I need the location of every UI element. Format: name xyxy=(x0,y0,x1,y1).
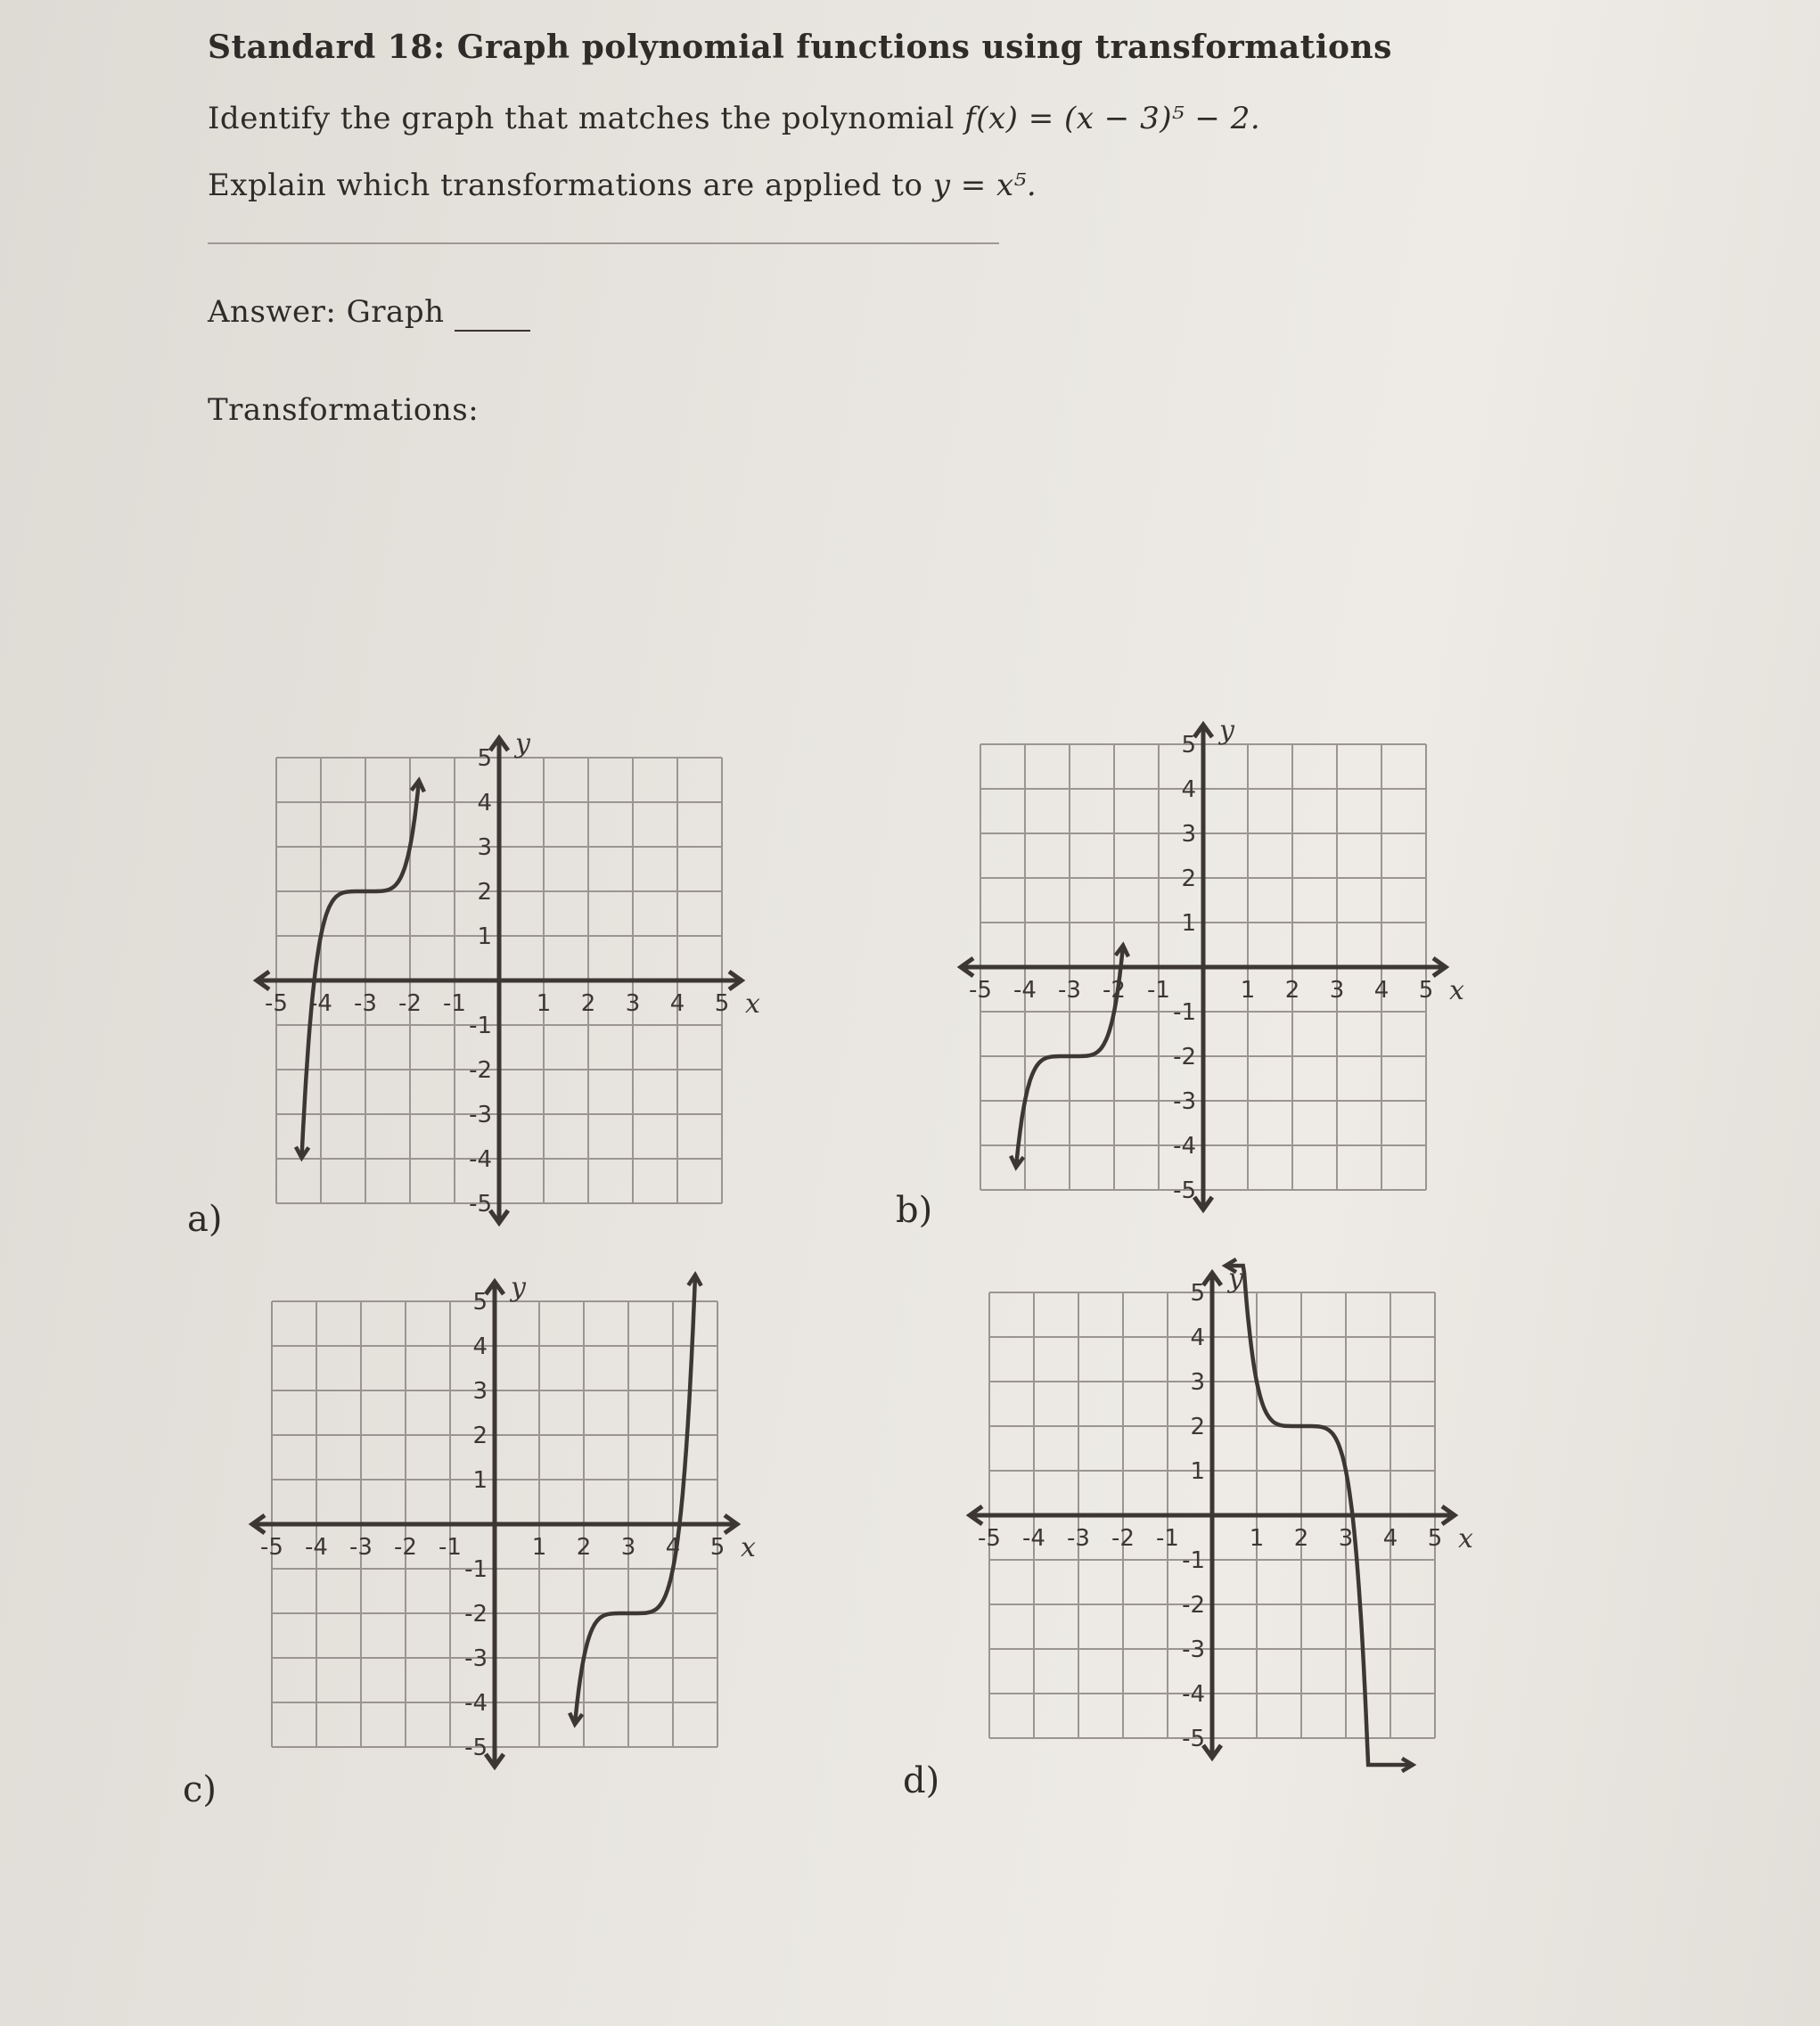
graph-b-x-tick-label: 5 xyxy=(1418,977,1434,1004)
graph-a-label: a) xyxy=(187,1199,223,1240)
transformations-label: Transformations: xyxy=(208,392,480,428)
graph-c-x-tick-label: 2 xyxy=(576,1534,592,1561)
graph-b-y-tick-label: -3 xyxy=(1173,1088,1196,1115)
graph-a-y-tick-label: 3 xyxy=(477,834,492,861)
graph-d-y-tick-label: 4 xyxy=(1190,1325,1205,1351)
answer-line xyxy=(208,294,530,332)
graph-a-x-tick-label: -4 xyxy=(309,990,332,1017)
graph-c-x-tick-label: -3 xyxy=(349,1534,373,1561)
graph-c xyxy=(236,1272,756,1783)
graph-b-x-tick-label: -2 xyxy=(1103,977,1126,1004)
graph-b-y-tick-label: -5 xyxy=(1173,1177,1196,1204)
graph-c-y-tick-label: -4 xyxy=(464,1690,488,1717)
graph-b-y-tick-label: 5 xyxy=(1181,732,1196,759)
graph-b-y-axis-label: y xyxy=(1219,715,1234,746)
graph-a-y-tick-label: -2 xyxy=(469,1057,492,1084)
graph-a-x-tick-label: -2 xyxy=(398,990,422,1017)
graph-c-y-tick-label: 3 xyxy=(472,1378,488,1405)
graph-a-x-tick-label: 5 xyxy=(714,990,730,1017)
graph-d-x-axis-label: x xyxy=(1458,1523,1473,1554)
graph-a-x-tick-label: 2 xyxy=(580,990,596,1017)
graph-c-curve xyxy=(575,1275,695,1724)
graph-d-x-tick-label: 5 xyxy=(1427,1525,1443,1552)
graph-b-y-tick-label: 1 xyxy=(1181,910,1196,937)
graph-c-x-tick-label: 1 xyxy=(531,1534,547,1561)
explanation-writing-line[interactable] xyxy=(208,242,999,244)
graph-a-curve xyxy=(302,781,420,1158)
graph-b-y-tick-label: -4 xyxy=(1173,1133,1196,1160)
question-prefix: Identify the graph that matches the polynomial xyxy=(208,101,965,136)
graph-b xyxy=(945,715,1464,1226)
graph-b-y-tick-label: -2 xyxy=(1173,1044,1196,1070)
graph-c-y-tick-label: 4 xyxy=(472,1333,488,1360)
graph-a-x-tick-label: -5 xyxy=(265,990,288,1017)
graph-a xyxy=(241,728,760,1239)
worksheet-title: Standard 18: Graph polynomial functions using transformations xyxy=(208,29,1392,66)
graph-b-x-axis-label: x xyxy=(1449,975,1464,1006)
graph-d-y-tick-label: 2 xyxy=(1190,1414,1205,1440)
graph-a-y-tick-label: -5 xyxy=(469,1191,492,1218)
graph-c-x-tick-label: 4 xyxy=(665,1534,681,1561)
graph-c-y-tick-label: 2 xyxy=(472,1423,488,1449)
graph-d xyxy=(954,1263,1473,1774)
graph-b-label: b) xyxy=(896,1190,933,1231)
graph-b-y-tick-label: -1 xyxy=(1173,999,1196,1026)
graph-a-y-tick-label: -1 xyxy=(469,1013,492,1039)
graph-b-x-tick-label: 3 xyxy=(1329,977,1345,1004)
graph-a-y-axis-label: y xyxy=(515,728,530,759)
graph-a-x-axis-label: x xyxy=(745,988,760,1020)
graph-c-x-tick-label: 5 xyxy=(709,1534,726,1561)
graph-d-x-tick-label: 4 xyxy=(1382,1525,1398,1552)
graph-c-x-tick-label: 3 xyxy=(620,1534,636,1561)
graph-d-x-tick-label: -5 xyxy=(978,1525,1001,1552)
graph-d-y-tick-label: 3 xyxy=(1190,1369,1205,1396)
answer-blank[interactable] xyxy=(455,294,530,332)
graph-c-y-tick-label: 1 xyxy=(472,1467,488,1494)
explain-function: y = x⁵. xyxy=(932,168,1037,203)
graph-b-y-tick-label: 3 xyxy=(1181,821,1196,848)
graph-c-x-axis-label: x xyxy=(741,1532,756,1563)
graph-d-x-tick-label: -3 xyxy=(1067,1525,1090,1552)
graph-c-x-tick-label: -5 xyxy=(260,1534,283,1561)
graph-a-x-tick-label: 4 xyxy=(669,990,685,1017)
graph-c-y-tick-label: -5 xyxy=(464,1735,488,1761)
graph-d-x-tick-label: -1 xyxy=(1156,1525,1179,1552)
graph-d-y-tick-label: -4 xyxy=(1182,1681,1205,1708)
graph-d-label: d) xyxy=(903,1760,940,1801)
graph-a-y-tick-label: 2 xyxy=(477,879,492,906)
graph-d-y-tick-label: -2 xyxy=(1182,1592,1205,1619)
graph-d-x-tick-label: -4 xyxy=(1022,1525,1045,1552)
graph-c-x-tick-label: -2 xyxy=(394,1534,417,1561)
graph-d-y-axis-label: y xyxy=(1228,1263,1243,1294)
graph-d-x-tick-label: 2 xyxy=(1293,1525,1309,1552)
graph-d-y-tick-label: -3 xyxy=(1182,1636,1205,1663)
graph-b-x-tick-label: -3 xyxy=(1058,977,1081,1004)
graph-c-y-axis-label: y xyxy=(511,1272,526,1303)
graph-c-y-tick-label: -1 xyxy=(464,1556,488,1583)
graph-a-y-tick-label: -4 xyxy=(469,1146,492,1173)
graph-c-y-tick-label: -2 xyxy=(464,1601,488,1628)
explain-text xyxy=(208,168,1037,203)
graph-d-y-tick-label: -5 xyxy=(1182,1726,1205,1752)
graph-a-x-tick-label: -1 xyxy=(443,990,466,1017)
graph-d-y-tick-label: 1 xyxy=(1190,1458,1205,1485)
graph-c-y-tick-label: 5 xyxy=(472,1289,488,1316)
graph-b-x-tick-label: -1 xyxy=(1147,977,1170,1004)
graph-b-y-tick-label: 2 xyxy=(1181,865,1196,892)
explain-prefix: Explain which transformations are applied to xyxy=(208,168,933,203)
graph-a-y-tick-label: -3 xyxy=(469,1102,492,1128)
graph-b-x-tick-label: 4 xyxy=(1373,977,1390,1004)
graph-c-label: c) xyxy=(183,1769,217,1810)
graph-a-y-tick-label: 1 xyxy=(477,923,492,950)
question-function: f(x) = (x − 3)⁵ − 2. xyxy=(964,101,1261,136)
graph-c-y-tick-label: -3 xyxy=(464,1645,488,1672)
graph-c-x-tick-label: -1 xyxy=(439,1534,462,1561)
graph-a-x-tick-label: 1 xyxy=(536,990,552,1017)
graph-b-y-tick-label: 4 xyxy=(1181,776,1196,803)
answer-label: Answer: Graph xyxy=(208,294,445,330)
graph-d-x-tick-label: -2 xyxy=(1111,1525,1135,1552)
graph-b-x-tick-label: 1 xyxy=(1240,977,1256,1004)
question-text xyxy=(208,101,1260,136)
graph-d-y-tick-label: 5 xyxy=(1190,1280,1205,1307)
graph-c-x-tick-label: -4 xyxy=(305,1534,328,1561)
graph-a-x-tick-label: -3 xyxy=(354,990,377,1017)
graph-b-x-tick-label: -4 xyxy=(1013,977,1037,1004)
graph-b-x-tick-label: 2 xyxy=(1284,977,1300,1004)
graph-d-x-tick-label: 3 xyxy=(1338,1525,1354,1552)
graph-a-x-tick-label: 3 xyxy=(625,990,641,1017)
graph-a-y-tick-label: 5 xyxy=(477,745,492,772)
graph-b-x-tick-label: -5 xyxy=(969,977,992,1004)
graph-a-y-tick-label: 4 xyxy=(477,790,492,816)
graph-d-x-tick-label: 1 xyxy=(1249,1525,1265,1552)
graph-d-y-tick-label: -1 xyxy=(1182,1547,1205,1574)
